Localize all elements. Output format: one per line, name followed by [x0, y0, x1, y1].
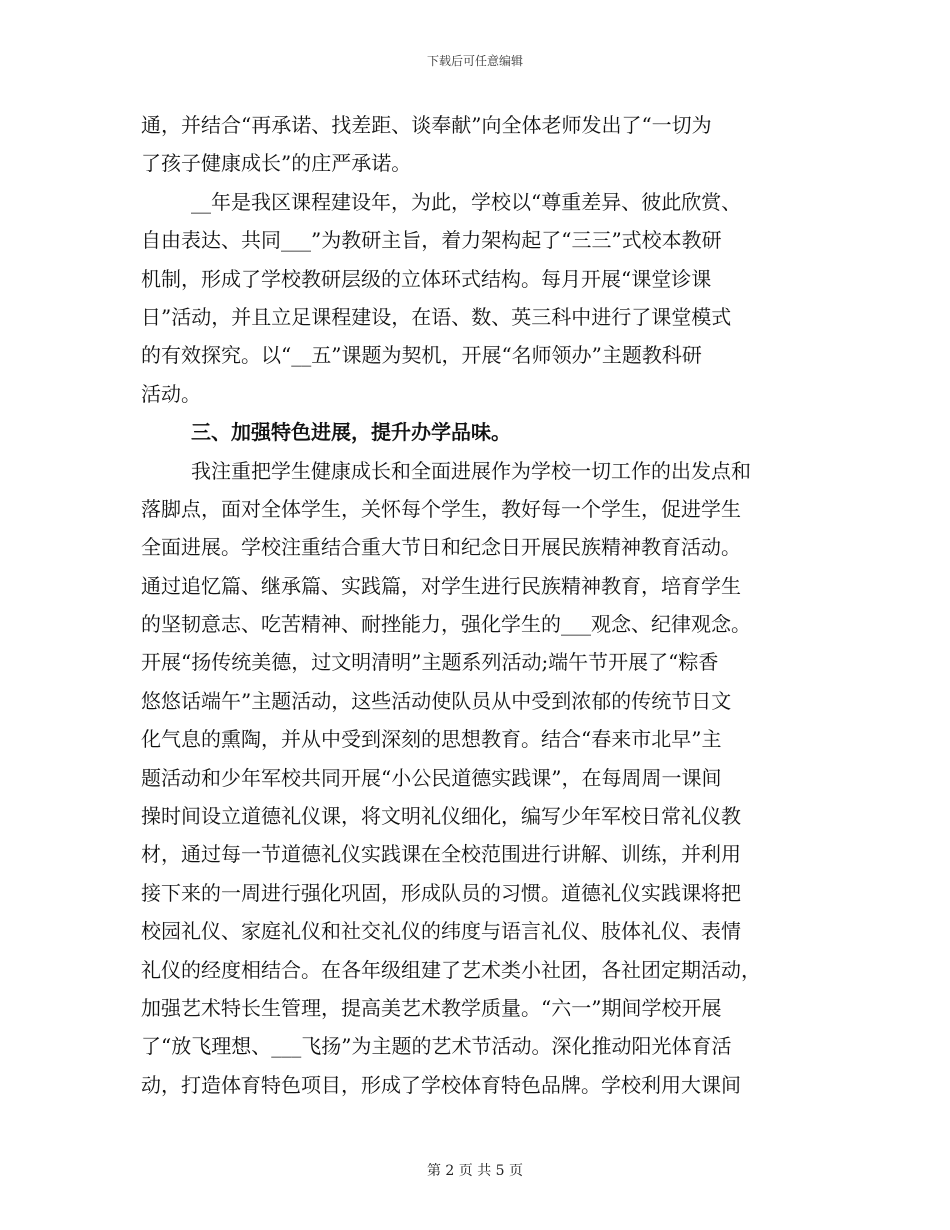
body-line: 材，通过每一节道德礼仪实践课在全校范围进行讲解、训练，并利用	[141, 842, 741, 867]
body-line: 加强艺术特长生管理，提高美艺术教学质量。“六一”期间学校开展	[141, 995, 722, 1020]
body-line: 接下来的一周进行强化巩固，形成队员的习惯。道德礼仪实践课将把	[141, 880, 741, 905]
body-line: 化气息的熏陶，并从中受到深刻的思想教育。结合“春来市北早”主	[141, 727, 722, 752]
body-line: 了孩子健康成长”的庄严承诺。	[141, 151, 412, 176]
page-footer: 第 2 页 共 5 页	[426, 1163, 524, 1179]
body-line: 全面进展。学校注重结合重大节日和纪念日开展民族精神教育活动。	[141, 535, 741, 560]
paragraph-start-line: 我注重把学生健康成长和全面进展作为学校一切工作的出发点和	[191, 458, 751, 483]
body-line: 悠悠话端午”主题活动，这些活动使队员从中受到浓郁的传统节日文	[141, 688, 732, 713]
section-heading: 三、加强特色进展，提升办学品味。	[191, 420, 511, 445]
body-line: 机制，形成了学校教研层级的立体环式结构。每月开展“课堂诊课	[141, 266, 712, 291]
body-line: 落脚点，面对全体学生，关怀每个学生，教好每一个学生，促进学生	[141, 496, 741, 521]
body-line: 自由表达、共同___”为教研主旨，着力架构起了“三三”式校本教研	[141, 228, 722, 253]
body-line: 的坚韧意志、吃苦精神、耐挫能力，强化学生的___观念、纪律观念。	[141, 612, 751, 637]
page-header: 下载后可任意编辑	[426, 54, 523, 68]
body-line: 礼仪的经度相结合。在各年级组建了艺术类小社团，各社团定期活动，	[141, 957, 761, 982]
body-line: 动，打造体育特色项目，形成了学校体育特色品牌。学校利用大课间	[141, 1072, 741, 1097]
body-line: 校园礼仪、家庭礼仪和社交礼仪的纬度与语言礼仪、肢体礼仪、表情	[141, 919, 741, 944]
body-line: 日”活动，并且立足课程建设，在语、数、英三科中进行了课堂模式	[141, 304, 732, 329]
body-line: 题活动和少年军校共同开展“小公民道德实践课”，在每周周一课间	[141, 765, 722, 790]
body-line: 了“放飞理想、___飞扬”为主题的艺术节活动。深化推动阳光体育活	[141, 1034, 732, 1059]
body-line: 操时间设立道德礼仪课，将文明礼仪细化，编写少年军校日常礼仪教	[141, 804, 741, 829]
body-line: 活动。	[141, 381, 201, 406]
document-body	[141, 106, 809, 1104]
body-line: 开展“扬传统美德，过文明清明”主题系列活动;端午节开展了“粽香	[141, 650, 719, 675]
paragraph-start-line: __年是我区课程建设年，为此，学校以“尊重差异、彼此欣赏、	[191, 189, 742, 214]
body-line: 的有效探究。以“__五”课题为契机，开展“名师领办”主题教科研	[141, 343, 702, 368]
body-line: 通，并结合“再承诺、找差距、谈奉献”向全体老师发出了“一切为	[141, 113, 712, 137]
body-line: 通过追忆篇、继承篇、实践篇，对学生进行民族精神教育，培育学生	[141, 573, 741, 598]
